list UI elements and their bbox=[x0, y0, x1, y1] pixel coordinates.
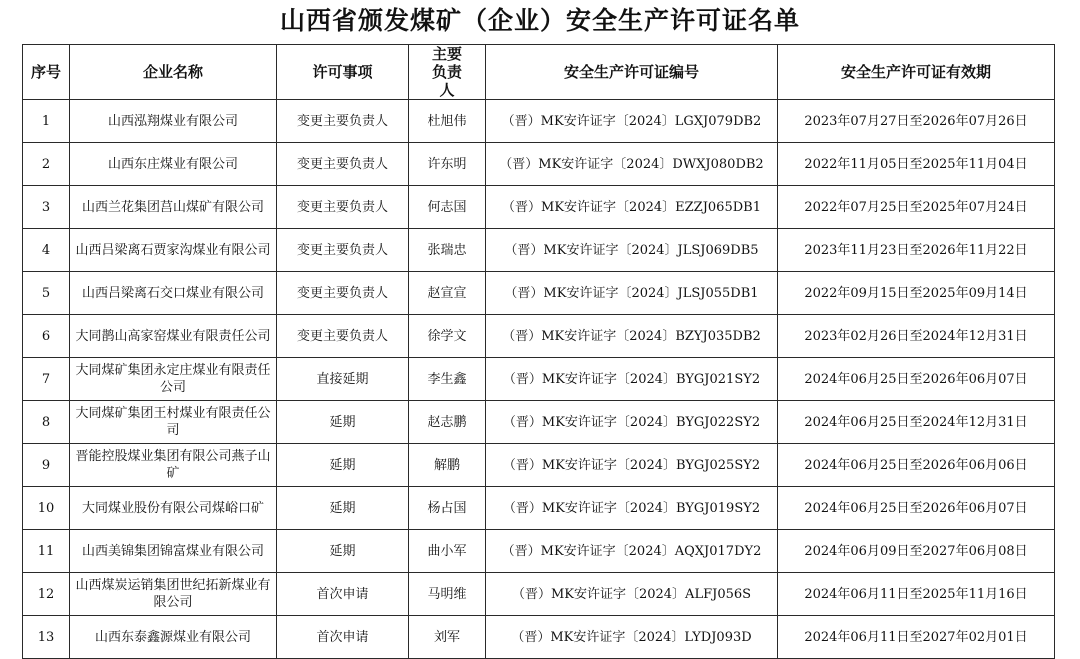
table-row bbox=[23, 616, 1055, 659]
cell-person: 张瑞忠 bbox=[409, 229, 486, 272]
cell-item: 变更主要负责人 bbox=[277, 315, 409, 358]
license-table bbox=[22, 44, 1055, 659]
cell-item: 延期 bbox=[277, 487, 409, 530]
cell-license: （晋）MK安许证字〔2024〕BYGJ025SY2 bbox=[486, 444, 778, 487]
cell-item: 变更主要负责人 bbox=[277, 186, 409, 229]
table-row bbox=[23, 229, 1055, 272]
cell-validity: 2024年06月25日至2024年12月31日 bbox=[778, 401, 1055, 444]
header-person-text: 主要负责人 bbox=[431, 45, 462, 99]
cell-company: 晋能控股煤业集团有限公司燕子山矿 bbox=[70, 444, 277, 487]
cell-license: （晋）MK安许证字〔2024〕JLSJ055DB1 bbox=[486, 272, 778, 315]
cell-seq: 7 bbox=[23, 358, 70, 401]
cell-item: 延期 bbox=[277, 530, 409, 573]
cell-validity: 2024年06月11日至2027年02月01日 bbox=[778, 616, 1055, 659]
cell-person: 刘军 bbox=[409, 616, 486, 659]
table-row bbox=[23, 272, 1055, 315]
cell-seq: 3 bbox=[23, 186, 70, 229]
cell-person: 杨占国 bbox=[409, 487, 486, 530]
cell-company: 大同煤矿集团王村煤业有限责任公司 bbox=[70, 401, 277, 444]
cell-seq: 8 bbox=[23, 401, 70, 444]
cell-company: 山西美锦集团锦富煤业有限公司 bbox=[70, 530, 277, 573]
cell-license: （晋）MK安许证字〔2024〕BYGJ022SY2 bbox=[486, 401, 778, 444]
cell-person: 曲小军 bbox=[409, 530, 486, 573]
cell-item: 直接延期 bbox=[277, 358, 409, 401]
cell-seq: 1 bbox=[23, 100, 70, 143]
cell-person: 李生鑫 bbox=[409, 358, 486, 401]
cell-item: 变更主要负责人 bbox=[277, 272, 409, 315]
cell-seq: 11 bbox=[23, 530, 70, 573]
table-row bbox=[23, 315, 1055, 358]
table-header-row bbox=[23, 45, 1055, 100]
cell-validity: 2024年06月25日至2026年06月06日 bbox=[778, 444, 1055, 487]
header-company: 企业名称 bbox=[70, 45, 277, 100]
cell-item: 首次申请 bbox=[277, 573, 409, 616]
cell-validity: 2022年07月25日至2025年07月24日 bbox=[778, 186, 1055, 229]
cell-item: 延期 bbox=[277, 401, 409, 444]
table-row bbox=[23, 573, 1055, 616]
cell-person: 杜旭伟 bbox=[409, 100, 486, 143]
cell-license: （晋）MK安许证字〔2024〕BYGJ019SY2 bbox=[486, 487, 778, 530]
cell-license: （晋）MK安许证字〔2024〕EZZJ065DB1 bbox=[486, 186, 778, 229]
header-seq: 序号 bbox=[23, 45, 70, 100]
cell-seq: 10 bbox=[23, 487, 70, 530]
cell-seq: 5 bbox=[23, 272, 70, 315]
table-row bbox=[23, 530, 1055, 573]
table-row bbox=[23, 487, 1055, 530]
table-row bbox=[23, 186, 1055, 229]
cell-company: 山西东庄煤业有限公司 bbox=[70, 143, 277, 186]
cell-license: （晋）MK安许证字〔2024〕BYGJ021SY2 bbox=[486, 358, 778, 401]
cell-company: 山西泓翔煤业有限公司 bbox=[70, 100, 277, 143]
cell-license: （晋）MK安许证字〔2024〕ALFJ056S bbox=[486, 573, 778, 616]
cell-company: 大同煤业股份有限公司煤峪口矿 bbox=[70, 487, 277, 530]
cell-company: 山西煤炭运销集团世纪拓新煤业有限公司 bbox=[70, 573, 277, 616]
cell-item: 变更主要负责人 bbox=[277, 143, 409, 186]
table-row bbox=[23, 444, 1055, 487]
header-item: 许可事项 bbox=[277, 45, 409, 100]
cell-seq: 12 bbox=[23, 573, 70, 616]
cell-seq: 13 bbox=[23, 616, 70, 659]
cell-license: （晋）MK安许证字〔2024〕DWXJ080DB2 bbox=[486, 143, 778, 186]
cell-item: 变更主要负责人 bbox=[277, 100, 409, 143]
cell-company: 大同煤矿集团永定庄煤业有限责任公司 bbox=[70, 358, 277, 401]
cell-item: 变更主要负责人 bbox=[277, 229, 409, 272]
cell-license: （晋）MK安许证字〔2024〕LYDJ093D bbox=[486, 616, 778, 659]
document-title: 山西省颁发煤矿（企业）安全生产许可证名单 bbox=[279, 6, 800, 35]
cell-company: 山西东泰鑫源煤业有限公司 bbox=[70, 616, 277, 659]
cell-license: （晋）MK安许证字〔2024〕LGXJ079DB2 bbox=[486, 100, 778, 143]
table-row bbox=[23, 401, 1055, 444]
cell-company: 大同鹊山高家窑煤业有限责任公司 bbox=[70, 315, 277, 358]
cell-seq: 2 bbox=[23, 143, 70, 186]
cell-seq: 9 bbox=[23, 444, 70, 487]
header-validity: 安全生产许可证有效期 bbox=[778, 45, 1055, 100]
cell-company: 山西吕梁离石贾家沟煤业有限公司 bbox=[70, 229, 277, 272]
cell-seq: 4 bbox=[23, 229, 70, 272]
cell-person: 徐学文 bbox=[409, 315, 486, 358]
cell-item: 首次申请 bbox=[277, 616, 409, 659]
table-row bbox=[23, 143, 1055, 186]
cell-license: （晋）MK安许证字〔2024〕JLSJ069DB5 bbox=[486, 229, 778, 272]
cell-company: 山西吕梁离石交口煤业有限公司 bbox=[70, 272, 277, 315]
cell-person: 赵志鹏 bbox=[409, 401, 486, 444]
cell-validity: 2024年06月25日至2026年06月07日 bbox=[778, 487, 1055, 530]
cell-validity: 2024年06月11日至2025年11月16日 bbox=[778, 573, 1055, 616]
cell-validity: 2023年07月27日至2026年07月26日 bbox=[778, 100, 1055, 143]
cell-validity: 2023年02月26日至2024年12月31日 bbox=[778, 315, 1055, 358]
table-row bbox=[23, 100, 1055, 143]
cell-person: 马明维 bbox=[409, 573, 486, 616]
cell-validity: 2024年06月09日至2027年06月08日 bbox=[778, 530, 1055, 573]
cell-person: 许东明 bbox=[409, 143, 486, 186]
cell-item: 延期 bbox=[277, 444, 409, 487]
cell-person: 解鹏 bbox=[409, 444, 486, 487]
cell-license: （晋）MK安许证字〔2024〕AQXJ017DY2 bbox=[486, 530, 778, 573]
cell-seq: 6 bbox=[23, 315, 70, 358]
table-row bbox=[23, 358, 1055, 401]
cell-validity: 2022年09月15日至2025年09月14日 bbox=[778, 272, 1055, 315]
header-person bbox=[409, 45, 486, 100]
cell-company: 山西兰花集团莒山煤矿有限公司 bbox=[70, 186, 277, 229]
cell-validity: 2024年06月25日至2026年06月07日 bbox=[778, 358, 1055, 401]
cell-validity: 2023年11月23日至2026年11月22日 bbox=[778, 229, 1055, 272]
header-license: 安全生产许可证编号 bbox=[486, 45, 778, 100]
cell-person: 何志国 bbox=[409, 186, 486, 229]
cell-validity: 2022年11月05日至2025年11月04日 bbox=[778, 143, 1055, 186]
cell-license: （晋）MK安许证字〔2024〕BZYJ035DB2 bbox=[486, 315, 778, 358]
cell-person: 赵宣宣 bbox=[409, 272, 486, 315]
